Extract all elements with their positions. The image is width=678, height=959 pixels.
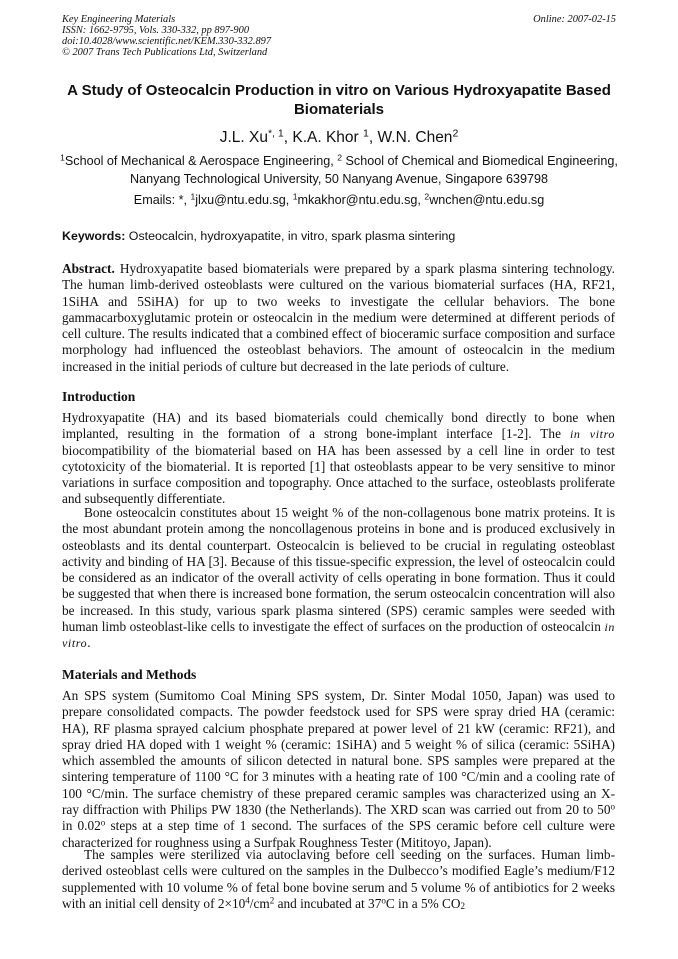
methods-paragraph-1 <box>62 688 615 851</box>
email-marker: 1 <box>190 191 196 202</box>
author-superscript: 2 <box>452 127 459 140</box>
journal-header <box>62 15 616 59</box>
keywords-label: Keywords: <box>62 229 126 243</box>
superscript: o <box>381 895 386 906</box>
online-date: Online: 2007-02-15 <box>533 14 616 25</box>
methods-paragraph-2 <box>62 847 615 912</box>
superscript: o <box>610 801 615 812</box>
email-marker: 2 <box>424 191 430 202</box>
abstract-text: Hydroxyapatite based biomaterials were prepared by a spark plasma sintering technology. The human limb-derived osteoblasts were cultured on the various biomaterial surfaces (HA, RF21, 1SiHA and 5SiHA) for up to two weeks to investigate the cellular behaviors. The bone gammacarboxyglutamic protein or osteocalcin in the medium were determined at different periods of cell culture. The results indicated that a combined effect of bioceramic surface composition and surface morphology had influenced the osteoblast behaviors. The amount of osteocalcin in the medium increased in the initial periods of culture but decreased in the late periods of culture. <box>62 261 615 374</box>
abstract <box>62 261 615 375</box>
paragraph-text: An SPS system (Sumitomo Coal Mining SPS system, Dr. Sinter Modal 1050, Japan) was used to prepare consolidated compacts. The powder feedstock used for SPS were spray dried HA (ceramic: HA), RF plasma sprayed calcium phosphate prepared at power level of 21 kW (ceramic: RF21), and spray dried HA doped with 1 weight % (ceramic: 1SiHA) and 5 weight % of silica (ceramic: 5SiHA) which assembled the amounts of silicon detected in natural bone. SPS samples were prepared at the sintering temperature of 1100 °C for 3 minutes with a heating rate of 100 °C/min and a cooling rate of 100 °C/min. The surface chemistry of these prepared ceramic samples was characterized using an X-ray diffraction with Philips PW 1830 (the Netherlands). The XRD scan was carried out from 20 to 50 <box>62 688 615 818</box>
subscript: 2 <box>460 900 465 911</box>
affiliation-marker: 2 <box>337 152 343 163</box>
email-list <box>0 192 678 208</box>
paragraph-text: C in a 5% CO <box>385 895 461 911</box>
introduction-paragraph-2 <box>62 505 615 652</box>
introduction-paragraph-1 <box>62 410 615 508</box>
paragraph-text: and incubated at 37 <box>274 895 382 911</box>
paragraph-text: in 0.02 <box>62 818 101 834</box>
author-list <box>0 128 678 147</box>
affiliation-marker: 1 <box>60 152 65 163</box>
paragraph-text: biocompatibility of the biomaterial based on HA has been assessed by a cell line in order to test cytotoxicity of the biomaterial. It is reported [1] that osteoblasts appear to be very sensitive to minor variations in surface composition and topography. Once attached to the surface, osteoblasts proliferate and subsequently differentiate. <box>62 442 615 507</box>
doi-line: doi:10.4028/www.scientific.net/KEM.330-332.897 <box>62 35 272 47</box>
email-label: Emails: *, <box>133 193 191 207</box>
author-name: , W.N. Chen <box>368 129 453 146</box>
author-name: , K.A. Khor <box>283 129 359 146</box>
abstract-label: Abstract. <box>62 261 115 276</box>
affiliation-text: School of Chemical and Biomedical Engineering, Nanyang Technological University, 50 Nanyang Avenue, Singapore 639798 <box>130 154 618 186</box>
paragraph-text: The samples were sterilized via autoclaving before cell seeding on the surfaces. Human limb-derived osteoblast cells were cultured on the samples in the Dulbecco’s modified Eagle’s medium/F12 supplemented with 10 volume % of fetal bone bovine serum and 5 volume % of antibiotics for 2 weeks with an initial cell density of 2×10 <box>62 847 615 911</box>
affiliation <box>40 153 638 188</box>
keywords-text: Osteocalcin, hydroxyapatite, in vitro, spark plasma sintering <box>125 229 456 243</box>
paragraph-text: Bone osteocalcin constitutes about 15 weight % of the non-collagenous bone matrix proteins. It is the most abundant protein among the noncollagenous proteins in bone and is produced exclusively in osteoblasts and its dental counterpart. Osteocalcin is believed to be crucial in regulating osteoblast activity and binding of HA [3]. Because of this tissue-specific expression, the level of osteocalcin could be considered as an indicator of the overall activity of cells operating in bone formation. Thus it could be suggested that when there is increased bone formation, the serum osteocalcin concentration will also be increased. In this study, various spark plasma sintered (SPS) ceramic samples were seeded with human limb osteoblast-like cells to investigate the effect of surfaces on the production of osteocalcin <box>62 505 615 635</box>
italic-term: in vitro <box>62 620 615 651</box>
email-marker: 1 <box>292 191 298 202</box>
author-superscript: *, 1 <box>267 127 284 140</box>
paragraph-text: steps at a step time of 1 second. The surfaces of the SPS ceramic before cell culture were characterized for roughness using a Surfpak Roughness Tester (Mititoyo, Japan). <box>62 818 616 850</box>
paragraph-text: /cm <box>249 895 270 911</box>
keywords <box>62 228 622 244</box>
paragraph-text: Hydroxyapatite (HA) and its based biomaterials could chemically bond directly to bone when implanted, resulting in the formation of a strong bone-implant interface [1-2]. The <box>62 410 615 442</box>
affiliation-text: School of Mechanical & Aerospace Engineering, <box>64 154 338 168</box>
email-address[interactable]: mkakhor@ntu.edu.sg, <box>297 193 425 207</box>
paragraph-text: . <box>87 635 91 651</box>
issn-line: ISSN: 1662-9795, Vols. 330-332, pp 897-900 <box>62 24 250 36</box>
email-address[interactable]: jlxu@ntu.edu.sg, <box>195 193 293 207</box>
journal-name: Key Engineering Materials <box>62 14 176 25</box>
email-address[interactable]: wnchen@ntu.edu.sg <box>429 193 545 207</box>
superscript: 2 <box>269 895 275 906</box>
author-name: J.L. Xu <box>219 129 268 146</box>
paper-title: A Study of Osteocalcin Production in vitro on Various Hydroxyapatite Based Biomaterials <box>67 82 611 118</box>
italic-term: in vitro <box>569 427 615 442</box>
section-heading-introduction: Introduction <box>62 389 136 404</box>
superscript: o <box>100 817 106 828</box>
author-superscript: 1 <box>363 127 369 140</box>
superscript: 4 <box>245 895 250 906</box>
copyright-line: © 2007 Trans Tech Publications Ltd, Switzerland <box>62 46 268 58</box>
section-heading-methods: Materials and Methods <box>62 667 197 682</box>
